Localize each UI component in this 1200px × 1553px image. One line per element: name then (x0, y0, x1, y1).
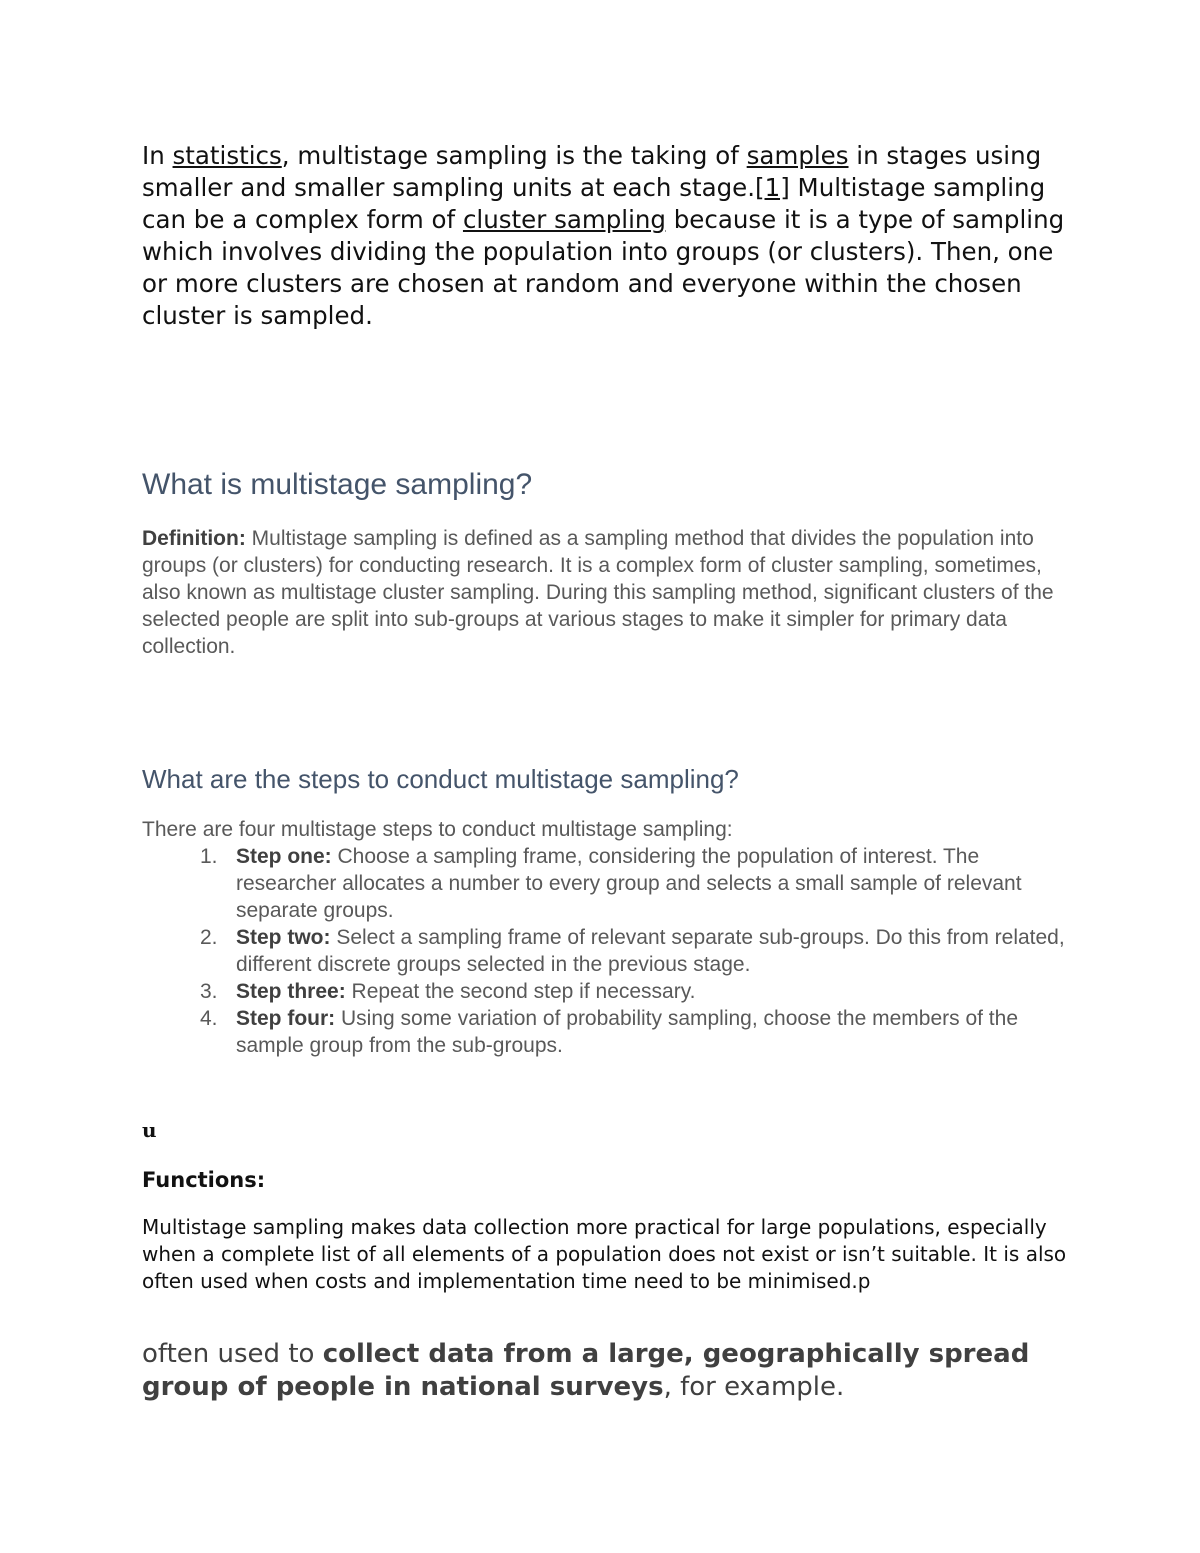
functions-paragraph: Multistage sampling makes data collection more practical for large populations, especially when a complete list of all elements of a population does not exist or isn’t suitable. It is also often used when costs and implementation time need to be minimised.p (142, 1215, 1067, 1293)
closing-bold-text: collect data from a large, geographically spread group of people in national surveys (142, 1339, 1030, 1402)
definition-paragraph (142, 525, 1072, 660)
step-text: Choose a sampling frame, considering the population of interest. The researcher allocates a number to every group and selects a small sample of relevant separate groups. (236, 845, 1022, 922)
step-label: Step one: (236, 845, 332, 868)
step-label: Step four: (236, 1007, 336, 1030)
statistics-link[interactable]: statistics (172, 141, 282, 170)
heading-what-is-multistage-sampling: What is multistage sampling? (142, 468, 533, 501)
intro-text-5: because it is a type of sampling which involves dividing the population into groups (or clusters). Then, one or more clusters are chosen at random and everyone within the chosen cluster is sampled. (142, 205, 1065, 330)
intro-paragraph (142, 140, 1072, 332)
definition-label: Definition: (142, 527, 246, 550)
intro-text-1: In (142, 141, 173, 170)
intro-text-2: , multistage sampling is the taking of (281, 141, 747, 170)
step-text: Repeat the second step if necessary. (345, 980, 696, 1003)
reference-1-link[interactable]: [1] (755, 173, 790, 202)
closing-text-1: often used to (142, 1339, 323, 1369)
heading-steps: What are the steps to conduct multistage sampling? (142, 764, 739, 794)
step-number: 1. (200, 845, 218, 868)
step-label: Step three: (236, 980, 346, 1003)
step-label: Step two: (236, 926, 331, 949)
intro-text-4: Multistage sampling can be a complex form of (142, 173, 1046, 234)
steps-list (142, 843, 1072, 1059)
step-item (142, 924, 1072, 978)
closing-text-2: , for example. (663, 1372, 845, 1402)
stray-character: u (142, 1118, 157, 1142)
step-number: 2. (200, 926, 218, 949)
step-text: Using some variation of probability sampling, choose the members of the sample group from the sub-groups. (236, 1007, 1018, 1057)
cluster-sampling-link[interactable]: cluster sampling (462, 205, 666, 234)
step-item (142, 1005, 1072, 1059)
step-number: 4. (200, 1007, 218, 1030)
intro-text-3: in stages using smaller and smaller sampling units at each stage. (142, 141, 1042, 202)
steps-intro-text: There are four multistage steps to conduct multistage sampling: (142, 818, 733, 841)
step-item (142, 843, 1072, 924)
samples-link[interactable]: samples (746, 141, 849, 170)
definition-text: Multistage sampling is defined as a sampling method that divides the population into groups (or clusters) for conducting research. It is a complex form of cluster sampling, sometimes, also known as multistage cluster sampling. During this sampling method, significant clusters of the selected people are split into sub-groups at various stages to make it simpler for primary data collection. (142, 527, 1054, 658)
step-number: 3. (200, 980, 218, 1003)
closing-paragraph (142, 1338, 1082, 1404)
step-item (142, 978, 1072, 1005)
step-text: Select a sampling frame of relevant separate sub-groups. Do this from related, different discrete groups selected in the previous stage. (236, 926, 1065, 976)
functions-heading: Functions: (142, 1168, 266, 1192)
